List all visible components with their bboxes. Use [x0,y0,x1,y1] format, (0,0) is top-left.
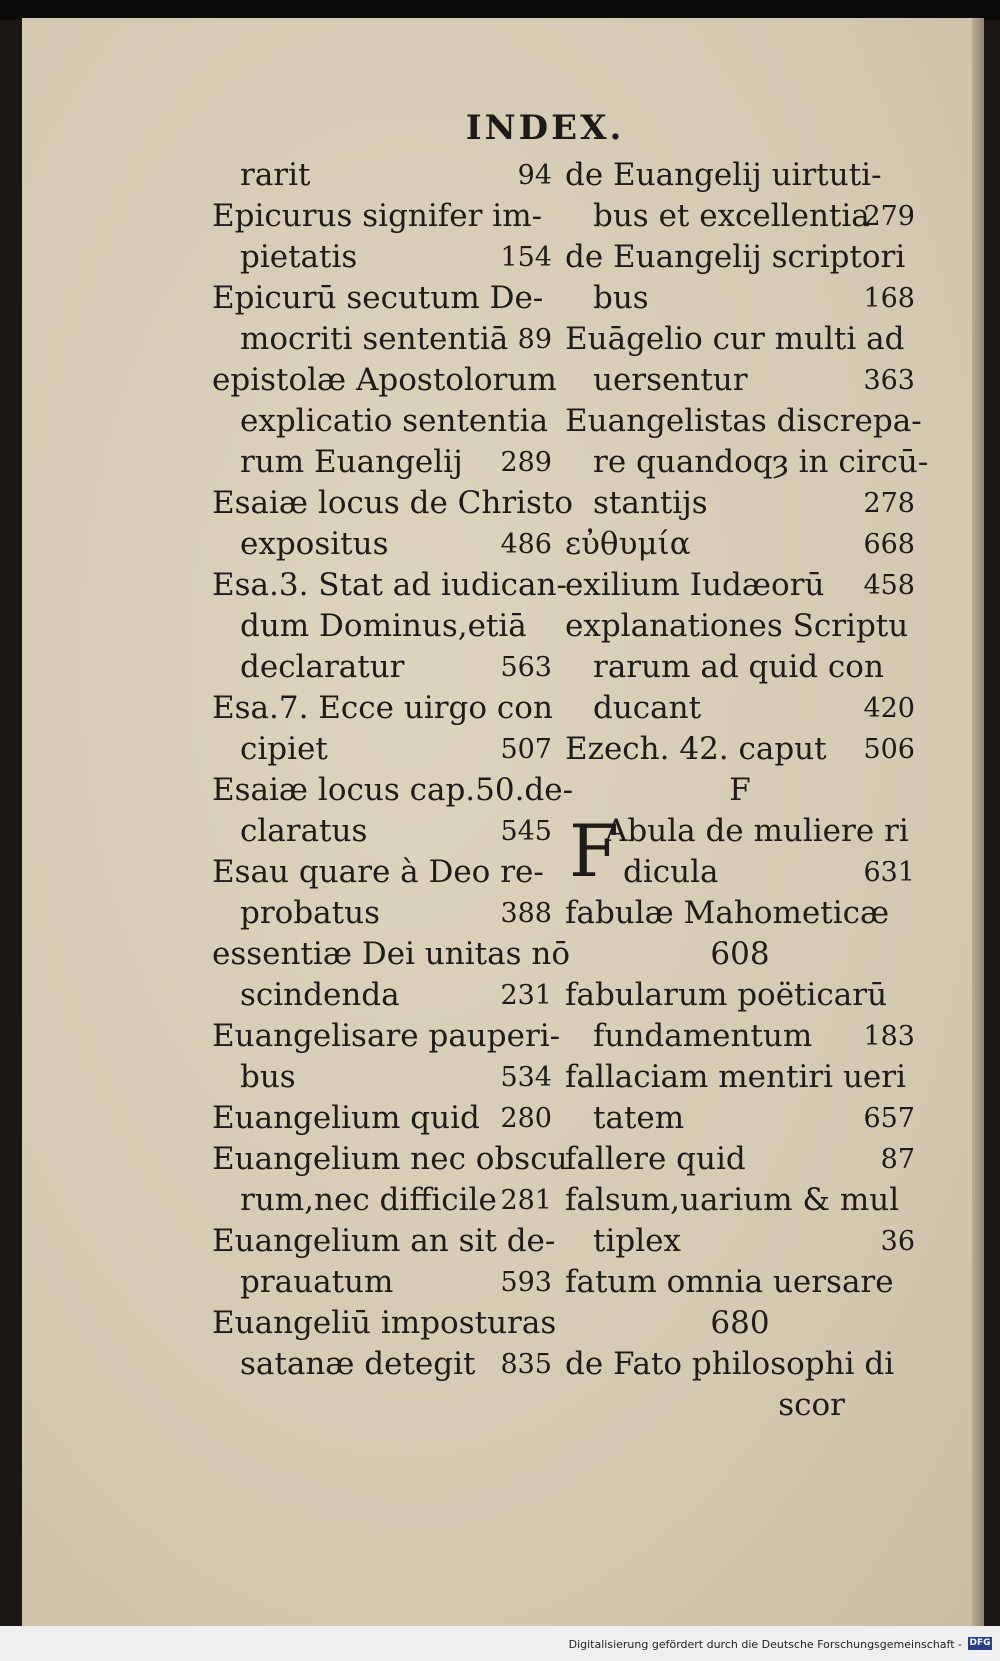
page-number: 168 [863,283,915,314]
entry-text: fallaciam mentiri ueri [565,1059,906,1095]
page-number: 545 [500,816,552,847]
page-number: 278 [863,488,915,519]
index-entry [565,606,915,647]
page-number: 835 [500,1349,552,1380]
entry-text: Esa.7. Ecce uirgo con [212,690,553,726]
page-number: 631 [863,857,915,888]
index-entry [212,729,552,770]
entry-text: Ezech. 42. caput [565,731,827,767]
entry-text: rarum ad quid con [593,649,884,685]
index-entry [212,893,552,934]
entry-text: 608 [710,936,770,972]
index-entry [565,237,915,278]
index-column-right [565,155,929,1426]
entry-text: prauatum [240,1264,394,1300]
dropcap-block [565,811,915,893]
page-number: 506 [863,734,915,765]
entry-text: Euangelisare pauperi- [212,1018,561,1054]
entry-text: de Euangelij uirtuti- [565,157,882,193]
index-entry [565,893,915,934]
index-entry [212,1180,552,1221]
digitization-footer [0,1626,1000,1661]
index-entry [565,483,915,524]
index-entry [565,1098,915,1139]
page-edge [972,18,984,1626]
page-number: 593 [500,1267,552,1298]
entry-text: Esau quare à Deo re- [212,854,544,890]
entry-text: εὐθυμία [565,526,691,562]
index-entry [212,1098,552,1139]
entry-text: dum Dominus,etiā [240,608,527,644]
page-number: 280 [500,1103,552,1134]
index-entry [212,1221,556,1262]
page-number: 534 [500,1062,552,1093]
page-number: 668 [863,529,915,560]
index-column-left [212,155,574,1385]
entry-text: Abula de muliere ri [605,813,909,849]
index-entry [212,319,552,360]
index-entry [212,565,567,606]
entry-text: tiplex [593,1223,681,1259]
index-entry [565,1139,915,1180]
dropcap: F [569,809,619,893]
entry-text: Euāgelio cur multi ad [565,321,905,357]
index-entry [565,934,915,975]
index-entry [212,155,552,196]
entry-text: bus [240,1059,296,1095]
index-entry [565,319,915,360]
page-number: 154 [500,242,552,273]
index-entry [212,606,552,647]
entry-text: satanæ detegit [240,1346,476,1382]
entry-text: Euangelium nec obscu [212,1141,568,1177]
page-number: 289 [500,447,552,478]
index-entry [212,647,552,688]
index-entry [565,401,922,442]
index-entry [565,1303,915,1344]
entry-text: re quandoqȝ in circū- [593,444,929,480]
page-number: 507 [500,734,552,765]
index-entry [565,155,915,196]
entry-text: uersentur [593,362,748,398]
index-entry [212,1139,568,1180]
entry-text: ducant [593,690,702,726]
index-entry [565,1262,915,1303]
index-entry [212,524,552,565]
page-number: 388 [500,898,552,929]
page-number: 89 [517,324,552,355]
entry-text: declaratur [240,649,405,685]
entry-text: fabularum poëticarū [565,977,888,1013]
index-entry [212,975,552,1016]
section-letter [565,770,915,811]
entry-text: epistolæ Apostolorum [212,362,557,398]
index-entry [212,1344,552,1385]
entry-text: explanationes Scriptu [565,608,909,644]
index-entry [565,565,915,606]
page-number: 231 [500,980,552,1011]
entry-text: explicatio sententia [240,403,549,439]
entry-text: falsum,uarium & mul [565,1182,900,1218]
index-entry [212,278,552,319]
entry-text: Euangelistas discrepa- [565,403,922,439]
index-entry [565,975,915,1016]
entry-text: claratus [240,813,368,849]
page-number: 486 [500,529,552,560]
index-entry [212,483,574,524]
index-entry [212,196,552,237]
index-entry [565,1385,915,1426]
page-number: 36 [880,1226,915,1257]
index-entry [212,770,574,811]
section-letter-text: F [729,772,751,808]
page-number: 94 [517,160,552,191]
entry-text: fundamentum [593,1018,813,1054]
entry-text: pietatis [240,239,358,275]
entry-text: essentiæ Dei unitas nō [212,936,570,972]
index-entry [212,934,570,975]
page-number: 458 [863,570,915,601]
entry-text: cipiet [240,731,328,767]
page-number: 87 [880,1144,915,1175]
index-entry [212,237,552,278]
index-entry [565,1221,915,1262]
page-header: INDEX. [465,108,625,148]
entry-text: rarit [240,157,311,193]
index-entry [565,524,915,565]
page-number: 563 [500,652,552,683]
index-entry [565,196,915,237]
entry-text: Esaiæ locus cap.50.de- [212,772,574,808]
page-number: 183 [863,1021,915,1052]
index-entry [212,1016,561,1057]
top-border [0,0,1000,20]
index-entry [565,729,915,770]
entry-text: exilium Iudæorū [565,567,825,603]
index-entry [212,360,557,401]
entry-text: fabulæ Mahometicæ [565,895,890,931]
entry-text: probatus [240,895,380,931]
entry-text: Esa.3. Stat ad iudican- [212,567,567,603]
index-entry [565,278,915,319]
index-entry [565,852,915,893]
index-entry [565,1180,915,1221]
page-number: 420 [863,693,915,724]
index-entry [565,811,915,852]
entry-text: bus [593,280,649,316]
index-entry [212,401,552,442]
footer-credit: Digitalisierung gefördert durch die Deutsche Forschungsgemeinschaft - [568,1638,962,1651]
entry-text: dicula [623,854,719,890]
entry-text: scindenda [240,977,400,1013]
index-entry [212,442,552,483]
page-number: 281 [500,1185,552,1216]
entry-text: Epicurus signifer im- [212,198,543,234]
entry-text: Euangeliū imposturas [212,1305,557,1341]
page-number: 657 [863,1103,915,1134]
entry-text: 680 [710,1305,770,1341]
entry-text: scor [778,1387,845,1423]
index-entry [565,1057,915,1098]
index-entry [212,688,552,729]
entry-text: de Fato philosophi di [565,1346,895,1382]
entry-text: rum,nec difficile [240,1182,497,1218]
entry-text: Euangelium an sit de- [212,1223,556,1259]
index-entry [565,688,915,729]
entry-text: rum Euangelij [240,444,463,480]
entry-text: expositus [240,526,389,562]
entry-text: bus et excellentia [593,198,870,234]
index-entry [565,1344,915,1385]
index-entry [565,647,915,688]
entry-text: fatum omnia uersare [565,1264,894,1300]
entry-text: tatem [593,1100,685,1136]
entry-text: de Euangelij scriptori [565,239,906,275]
index-entry [212,852,552,893]
index-entry [212,1303,557,1344]
entry-text: Euangelium quid [212,1100,480,1136]
index-entry [212,1262,552,1303]
entry-text: fallere quid [565,1141,746,1177]
index-entry [212,811,552,852]
entry-text: Esaiæ locus de Christo [212,485,574,521]
page-number: 279 [863,201,915,232]
entry-text: mocriti sententiā [240,321,509,357]
page-number: 363 [863,365,915,396]
index-entry [565,442,929,483]
entry-text: Epicurū secutum De- [212,280,544,316]
entry-text: stantijs [593,485,708,521]
index-entry [565,360,915,401]
index-entry [212,1057,552,1098]
index-entry [565,1016,915,1057]
dfg-logo: DFG [969,1638,991,1648]
